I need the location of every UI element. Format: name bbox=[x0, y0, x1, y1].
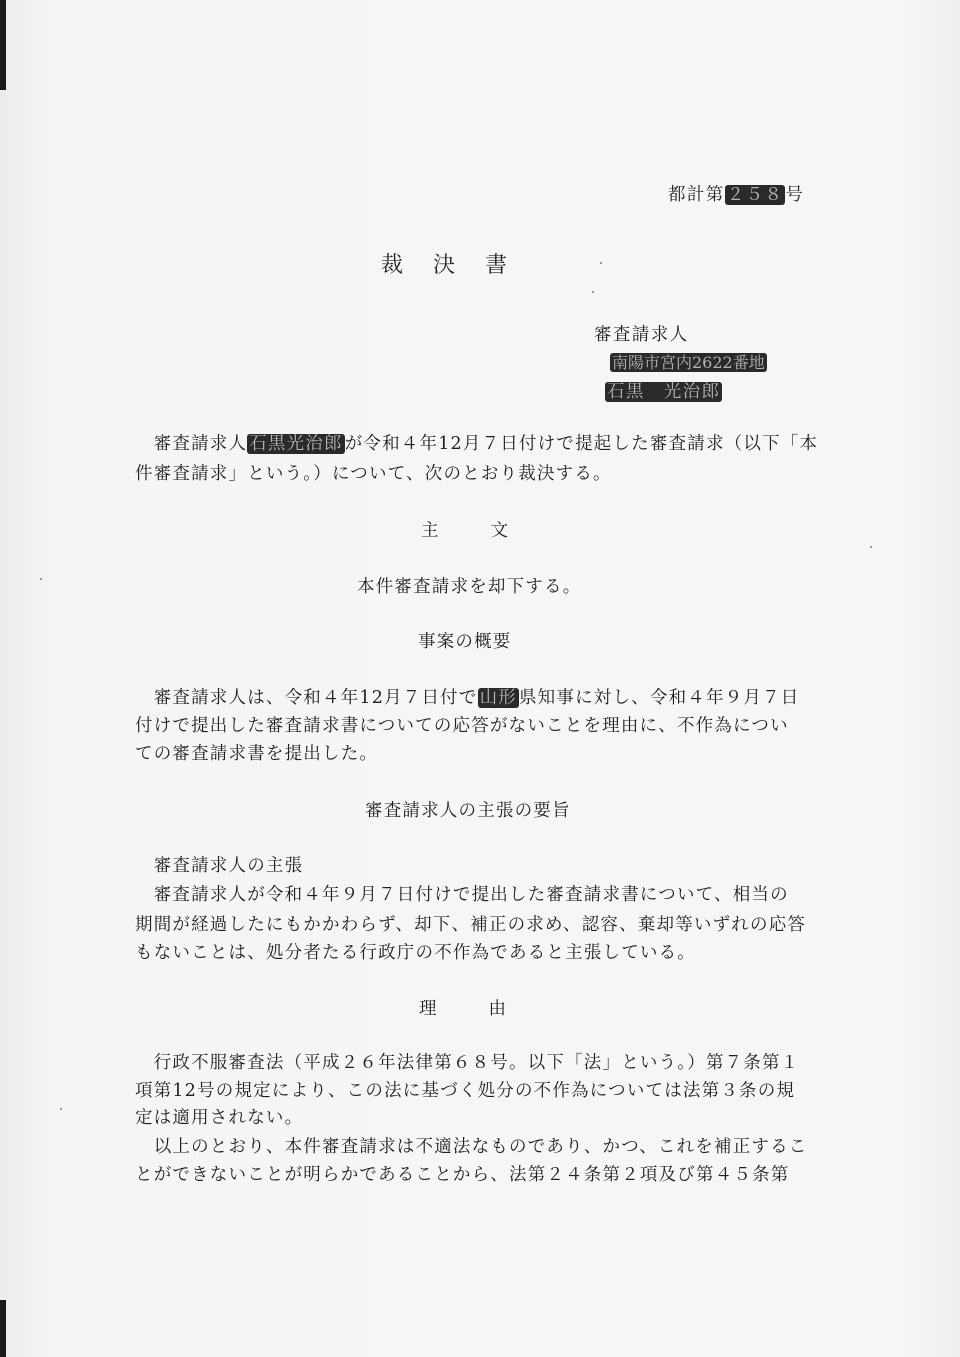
reason-line-5: とができないことが明らかであることから、法第２４条第２項及び第４５条第 bbox=[135, 1165, 790, 1185]
intro-text: が令和４年12月７日付けで提起した審査請求（以下「本 bbox=[344, 434, 819, 454]
reason-line-4: 以上のとおり、本件審査請求は不適法なものであり、かつ、これを補正するこ bbox=[135, 1137, 808, 1157]
scan-speck bbox=[40, 578, 42, 580]
summary-line-1 bbox=[135, 684, 799, 709]
redaction-box: 南陽市宮内2622番地 bbox=[612, 353, 765, 372]
summary-line-2: 付けで提出した審査請求書についての応答がないことを理由に、不作為につい bbox=[135, 716, 789, 736]
reason-line-1: 行政不服審査法（平成２６年法律第６８号。以下「法」という。）第７条第１ bbox=[135, 1053, 800, 1073]
claim-line-2: 期間が経過したにもかかわらず、却下、補正の求め、認容、棄却等いずれの応答 bbox=[135, 915, 807, 935]
document-number-prefix: 都計第 bbox=[668, 185, 725, 205]
scan-edge-mark bbox=[0, 0, 6, 90]
claim-line-3: もないことは、処分者たる行政庁の不作為であると主張している。 bbox=[135, 943, 696, 963]
requester-address bbox=[610, 350, 767, 373]
scan-speck bbox=[60, 1108, 62, 1110]
redaction-box: 石黒 光治郎 bbox=[607, 382, 721, 402]
redaction-box: ２５８ bbox=[726, 185, 784, 205]
section-heading-claim: 審査請求人の主張の要旨 bbox=[365, 801, 571, 821]
requester-name bbox=[605, 378, 722, 403]
summary-text: 県知事に対し、令和４年９月７日 bbox=[518, 688, 800, 708]
document-title: 裁決書 bbox=[381, 253, 538, 278]
scan-edge-mark bbox=[0, 1300, 6, 1357]
section-heading-summary: 事案の概要 bbox=[418, 632, 512, 652]
scan-speck bbox=[870, 546, 872, 548]
document-number bbox=[668, 181, 804, 206]
reason-line-2: 項第12号の規定により、この法に基づく処分の不作為については法第３条の規 bbox=[135, 1081, 796, 1101]
scan-speck bbox=[592, 291, 594, 293]
claim-subheading: 審査請求人の主張 bbox=[135, 856, 304, 876]
summary-text: 審査請求人は、令和４年12月７日付で bbox=[135, 688, 478, 708]
intro-line-2: 件審査請求」という。）について、次のとおり裁決する。 bbox=[135, 464, 612, 484]
redaction-box: 石黒光治郎 bbox=[249, 434, 343, 454]
summary-line-3: ての審査請求書を提出した。 bbox=[135, 744, 379, 764]
section-heading-main: 主文 bbox=[421, 521, 560, 541]
redaction-box: 山形 bbox=[479, 688, 517, 708]
main-text: 本件審査請求を却下する。 bbox=[357, 577, 582, 597]
intro-line-1 bbox=[135, 430, 818, 455]
claim-line-1: 審査請求人が令和４年９月７日付けで提出した審査請求書について、相当の bbox=[135, 885, 789, 905]
scan-speck bbox=[600, 262, 602, 264]
reason-line-3: 定は適用されない。 bbox=[135, 1108, 304, 1128]
requester-heading: 審査請求人 bbox=[594, 325, 689, 345]
intro-text: 審査請求人 bbox=[135, 434, 248, 454]
section-heading-reason: 理由 bbox=[419, 999, 558, 1019]
document-number-suffix: 号 bbox=[785, 185, 805, 205]
